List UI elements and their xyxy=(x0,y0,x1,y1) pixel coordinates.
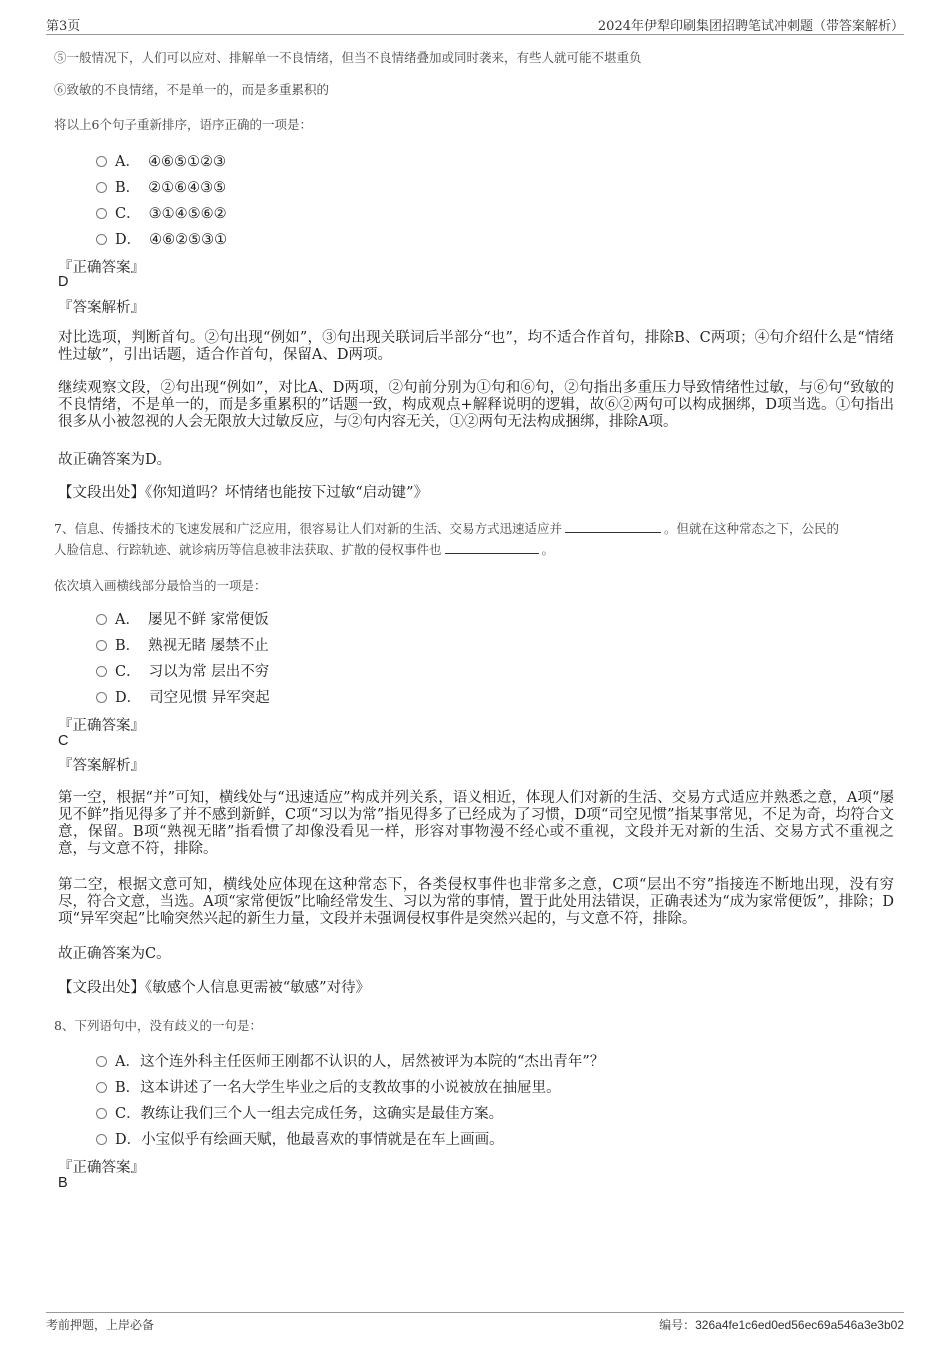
q6-analysis-3: 故正确答案为D。 xyxy=(58,452,172,468)
radio-icon[interactable] xyxy=(96,1082,107,1093)
q6-sentence-5: ⑤一般情况下，人们可以应对、排解单一不良情绪，但当不良情绪叠加或同时袭来，有些人就可能不堪重负 xyxy=(54,50,642,65)
q6-option-c[interactable]: C． ③①④⑤⑥② xyxy=(96,202,227,223)
q7-option-d[interactable]: D． 司空见惯 异军突起 xyxy=(96,686,270,707)
q7-stem: 7、信息、传播技术的飞速发展和广泛应用，很容易让人们对新的生活、交易方式迅速适应并 。但就在这种常态之下，公民的 人脸信息、行踪轨迹、就诊病历等信息被非法获取、扩散的侵权事件也 。 xyxy=(54,521,839,557)
radio-icon[interactable] xyxy=(96,614,107,625)
q6-prompt: 将以上6个句子重新排序，语序正确的一项是： xyxy=(54,117,312,132)
q7-option-b[interactable]: B． 熟视无睹 屡禁不止 xyxy=(96,634,269,655)
q7-analysis-3: 故正确答案为C。 xyxy=(58,946,171,962)
radio-icon[interactable] xyxy=(96,1056,107,1067)
radio-icon[interactable] xyxy=(96,182,107,193)
page-number: 第3页 xyxy=(46,19,81,34)
q8-option-a[interactable]: A．这个连外科主任医师王刚都不认识的人，居然被评为本院的“杰出青年”？ xyxy=(96,1050,604,1071)
q7-answer: C xyxy=(58,733,69,749)
radio-icon[interactable] xyxy=(96,234,107,245)
radio-icon[interactable] xyxy=(96,1134,107,1145)
q6-analysis-1: 对比选项，判断首句。②句出现“例如”，③句出现关联词后半部分“也”，均不适合作首句，排除B、C两项；④句介绍什么是“情绪性过敏”，引出话题，适合作首句，保留A、D两项。 xyxy=(58,330,894,363)
q8-option-c[interactable]: C．教练让我们三个人一组去完成任务，这确实是最佳方案。 xyxy=(96,1102,503,1123)
q7-option-c[interactable]: C． 习以为常 层出不穷 xyxy=(96,660,269,681)
q7-source: 【文段出处】《敏感个人信息更需被“敏感”对待》 xyxy=(58,980,371,996)
radio-icon[interactable] xyxy=(96,208,107,219)
radio-icon[interactable] xyxy=(96,640,107,651)
q7-analysis-1: 第一空，根据“并”可知，横线处与“迅速适应”构成并列关系，语义相近，体现人们对新的生活、交易方式适应并熟悉之意，A项“屡见不鲜”指见得多了并不感到新鲜，C项“习以为常”指见得多了已经成为了习惯，D项“司空见惯”指某事常见，不足为奇，均符合文意，保留。B项“熟视无睹”指看惯了却像没看见一样，形容对事物漫不经心或不重视，文段并无对新的生活、交易方式不重视之意，与文意不符，排除。 xyxy=(58,790,894,857)
page-header xyxy=(46,14,904,35)
q8-answer-label: 『正确答案』 xyxy=(58,1160,145,1176)
q7-blank-1 xyxy=(565,522,661,533)
q6-sentence-6: ⑥致敏的不良情绪，不是单一的，而是多重累积的 xyxy=(54,82,330,97)
q8-option-d[interactable]: D．小宝似乎有绘画天赋，他最喜欢的事情就是在车上画画。 xyxy=(96,1128,504,1149)
radio-icon[interactable] xyxy=(96,666,107,677)
q6-option-b[interactable]: B． ②①⑥④③⑤ xyxy=(96,176,226,197)
q8-option-b[interactable]: B．这本讲述了一名大学生毕业之后的支教故事的小说被放在抽屉里。 xyxy=(96,1076,561,1097)
q6-answer-label: 『正确答案』 xyxy=(58,260,145,276)
q6-option-d[interactable]: D． ④⑥②⑤③① xyxy=(96,228,227,249)
radio-icon[interactable] xyxy=(96,1108,107,1119)
radio-icon[interactable] xyxy=(96,692,107,703)
q7-option-a[interactable]: A． 屡见不鲜 家常便饭 xyxy=(96,608,269,629)
document-code: 编号：326a4fe1c6ed0ed56ec69a546a3e3b02 xyxy=(659,1318,904,1332)
q6-analysis-label: 『答案解析』 xyxy=(58,300,145,316)
q6-answer: D xyxy=(58,274,69,290)
q6-option-a[interactable]: A． ④⑥⑤①②③ xyxy=(96,150,226,171)
q7-analysis-2: 第二空，根据文意可知，横线处应体现在这种常态下，各类侵权事件也非常多之意，C项“层出不穷”指接连不断地出现，没有穷尽，符合文意，当选。A项“家常便饭”比喻经常发生、习以为常的事情，置于此处用法错误，正确表述为“成为家常便饭”，排除；D项“异军突起”比喻突然兴起的新生力量，文段并未强调侵权事件是突然兴起的，与文意不符，排除。 xyxy=(58,877,894,927)
q7-analysis-label: 『答案解析』 xyxy=(58,758,145,774)
document-title: 2024年伊犁印刷集团招聘笔试冲刺题（带答案解析） xyxy=(597,19,904,34)
page-footer xyxy=(46,1312,904,1332)
q8-stem: 8、下列语句中，没有歧义的一句是： xyxy=(54,1018,262,1033)
q8-answer: B xyxy=(58,1175,68,1191)
q7-prompt: 依次填入画横线部分最恰当的一项是： xyxy=(54,578,267,593)
footer-slogan: 考前押题，上岸必备 xyxy=(46,1318,155,1332)
radio-icon[interactable] xyxy=(96,156,107,167)
q7-answer-label: 『正确答案』 xyxy=(58,718,145,734)
q6-analysis-2: 继续观察文段，②句出现“例如”，对比A、D两项，②句前分别为①句和⑥句，②句指出多重压力导致情绪性过敏，与⑥句“致敏的不良情绪，不是单一的，而是多重累积的”话题一致，构成观点+解释说明的逻辑，故⑥②两句可以构成捆绑，D项当选。①句指出很多从小被忽视的人会无限放大过敏反应，与②句内容无关，①②两句无法构成捆绑，排除A项。 xyxy=(58,380,894,430)
q7-blank-2 xyxy=(445,543,539,554)
q6-source: 【文段出处】《你知道吗？坏情绪也能按下过敏“启动键”》 xyxy=(58,485,429,501)
